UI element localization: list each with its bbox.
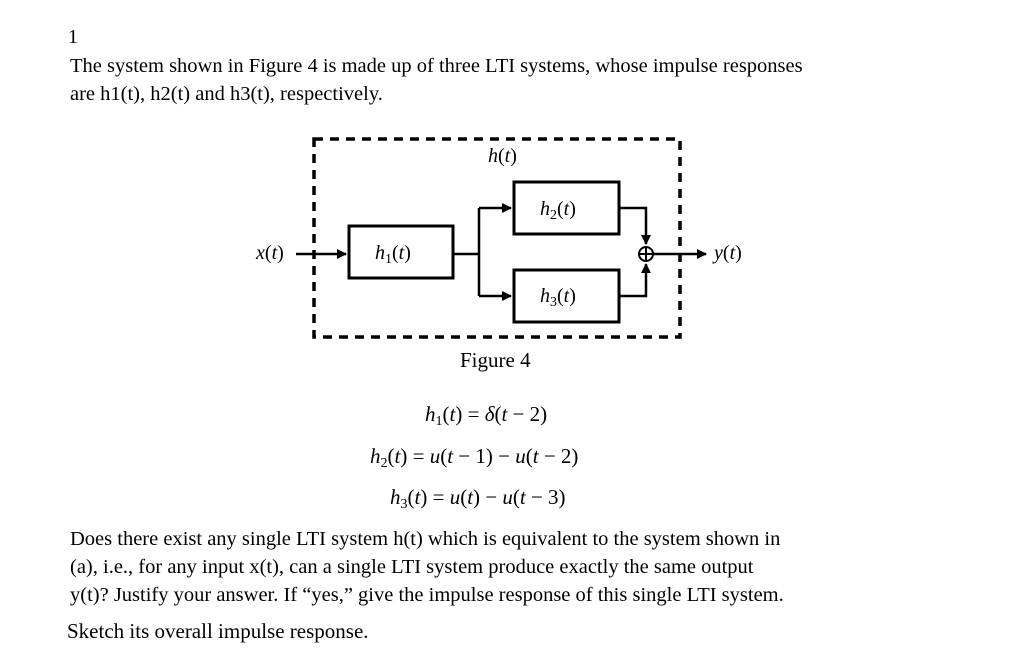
input-x-label: x(t) — [256, 242, 284, 264]
block-h3-label: $h_3(t)$ — [540, 285, 576, 310]
overall-h-label: h(t) — [488, 145, 517, 167]
h3-to-summer — [619, 264, 646, 296]
question-paragraph — [70, 525, 936, 609]
question-line-3: y(t)? Justify your answer. If “yes,” give the impulse response of this single LTI system. — [70, 584, 784, 606]
h2-to-summer — [619, 208, 646, 244]
question-line-1: Does there exist any single LTI system h(t) which is equivalent to the system shown in — [70, 528, 781, 550]
equation-h2: $h_2(t) = u(t - 1) - u(t - 2)$ — [370, 444, 579, 471]
equation-h3: $h_3(t) = u(t) - u(t - 3)$ — [390, 485, 566, 512]
summing-junction-icon — [639, 247, 653, 261]
sketch-prompt: Sketch its overall impulse response. — [67, 619, 369, 643]
block-h2-label: $h_2(t)$ — [540, 198, 576, 223]
question-line-2: (a), i.e., for any input x(t), can a single LTI system produce exactly the same output — [70, 556, 754, 578]
equation-h1: $h_1(t) = \delta(t - 2)$ — [425, 402, 548, 429]
intro-line-1: The system shown in Figure 4 is made up of three LTI systems, whose impulse responses — [70, 55, 803, 77]
output-y-label: y(t) — [714, 242, 742, 264]
block-h1-label: $h_1(t)$ — [375, 242, 411, 267]
problem-number: 1 — [68, 26, 78, 48]
intro-line-2: are h1(t), h2(t) and h3(t), respectively. — [70, 83, 383, 105]
figure-caption: Figure 4 — [460, 348, 531, 372]
